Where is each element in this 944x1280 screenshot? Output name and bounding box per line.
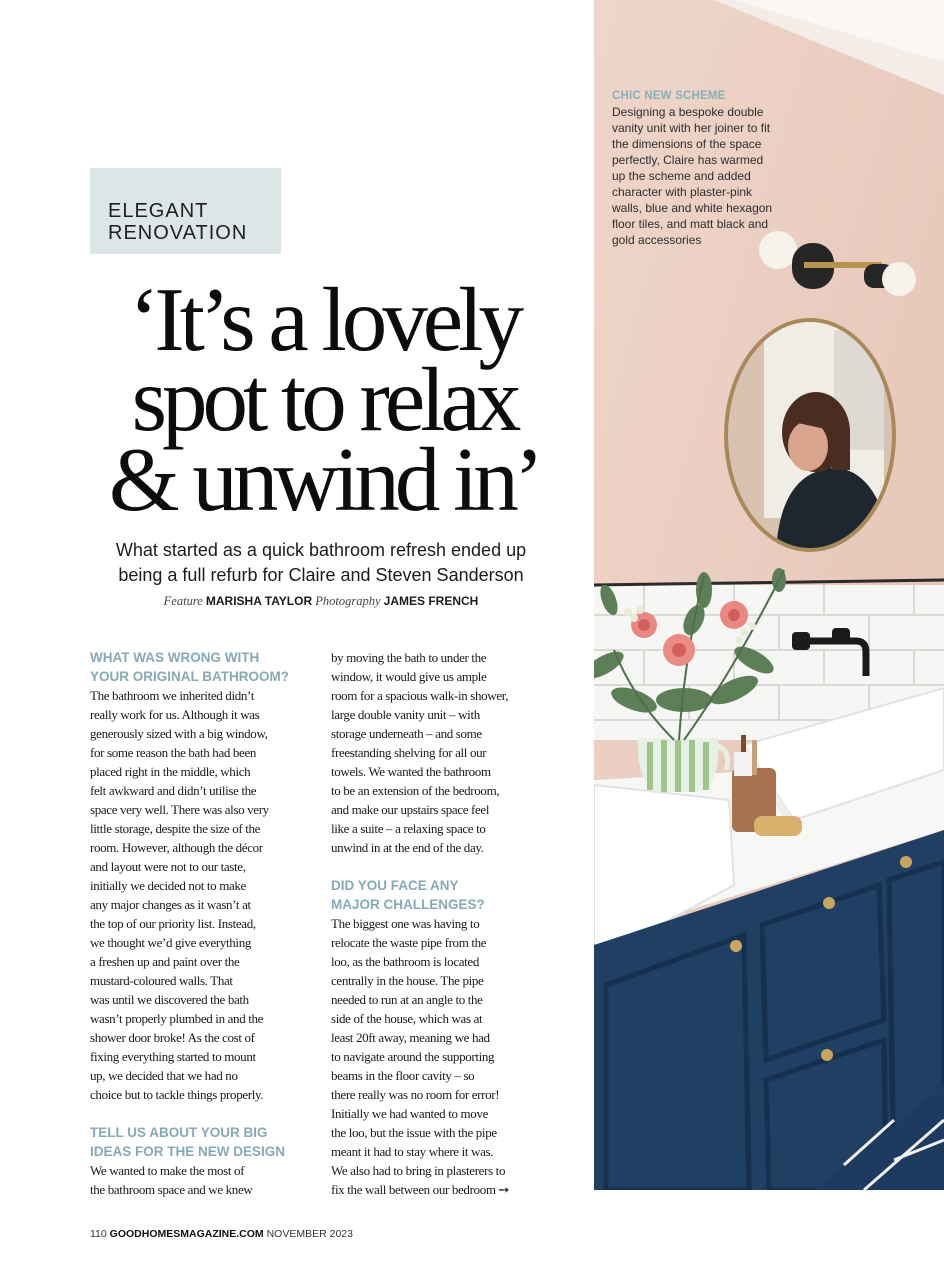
text-line: was until we discovered the bath (90, 992, 249, 1007)
text-line: really work for us. Although it was (90, 707, 260, 722)
text-line: choice but to tackle things properly. (90, 1087, 264, 1102)
question-2-line-1: TELL US ABOUT YOUR BIG (90, 1125, 268, 1140)
section-tag-text (108, 200, 247, 244)
text-line: generously sized with a big window, (90, 726, 268, 741)
text-line: loo, as the bathroom is located (331, 954, 480, 969)
text-line: window, it would give us ample (331, 669, 487, 684)
text-line: and make our upstairs space feel (331, 802, 490, 817)
text-line: Initially we had wanted to move (331, 1106, 489, 1121)
site-url: GOODHOMESMAGAZINE.COM (109, 1228, 264, 1240)
photography-label: Photography (315, 594, 381, 608)
text-line: placed right in the middle, which (90, 764, 251, 779)
text-line: least 20ft away, meaning we had (331, 1030, 490, 1045)
text-line: a freshen up and paint over the (90, 954, 240, 969)
text-line: fix the wall between our bedroom ➙ (331, 1182, 510, 1197)
text-line: any major changes as it wasn’t at (90, 897, 251, 912)
article-column-1 (90, 648, 310, 1199)
caption-title: CHIC NEW SCHEME (612, 90, 726, 102)
page-number: 110 (90, 1228, 107, 1240)
headline (94, 269, 554, 530)
standfirst (90, 538, 552, 588)
section-tag (90, 168, 281, 254)
headline-line-2: spot to relax (131, 349, 517, 450)
credits (90, 594, 552, 609)
text-line: room for a spacious walk-in shower, (331, 688, 509, 703)
standfirst-line-2: being a full refurb for Claire and Steven Sanderson (118, 565, 524, 585)
tag-line-1: ELEGANT (108, 200, 209, 222)
text-line: We also had to bring in plasterers to (331, 1163, 506, 1178)
question-1 (90, 648, 310, 686)
text-line: by moving the bath to under the (331, 650, 487, 665)
question-1-line-2: YOUR ORIGINAL BATHROOM? (90, 669, 289, 684)
text-line: mustard-coloured walls. That (90, 973, 233, 988)
text-line: space very well. There was also very (90, 802, 269, 817)
text-line: The biggest one was having to (331, 916, 480, 931)
headline-line-3: & unwind in’ (108, 429, 540, 530)
tag-line-2: RENOVATION (108, 222, 248, 244)
text-line: needed to run at an angle to the (331, 992, 483, 1007)
text-line: large double vanity unit – with (331, 707, 480, 722)
text-line: we thought we’d give everything (90, 935, 251, 950)
text-line: the loo, but the issue with the pipe (331, 1125, 497, 1140)
text-line: shower door broke! As the cost of (90, 1030, 255, 1045)
photo-caption (612, 90, 777, 248)
text-line: felt awkward and didn’t utilise the (90, 783, 257, 798)
question-2 (90, 1123, 310, 1161)
text-line: storage underneath – and some (331, 726, 482, 741)
text-line: towels. We wanted the bathroom (331, 764, 491, 779)
text-line: there really was no room for error! (331, 1087, 500, 1102)
answer-2-continued (331, 648, 551, 857)
question-1-line-1: WHAT WAS WRONG WITH (90, 650, 260, 665)
text-line: initially we decided not to make (90, 878, 246, 893)
text-line: side of the house, which was at (331, 1011, 483, 1026)
feature-name: MARISHA TAYLOR (205, 594, 313, 608)
standfirst-line-1: What started as a quick bathroom refresh ended up (115, 540, 527, 560)
text-line: We wanted to make the most of (90, 1163, 245, 1178)
headline-line-1: ‘It’s a lovely (129, 269, 519, 370)
text-line: for some reason the bath had been (90, 745, 257, 760)
question-3-line-1: DID YOU FACE ANY (331, 878, 459, 893)
text-line: beams in the floor cavity – so (331, 1068, 475, 1083)
text-line: centrally in the house. The pipe (331, 973, 484, 988)
article-column-2 (331, 648, 551, 1199)
text-line: meant it had to stay where it was. (331, 1144, 494, 1159)
caption-body: Designing a bespoke double vanity unit with her joiner to fit the dimensions of the space perfectly, Claire has warmed up the scheme and added character with plaster-pink walls, blue and white hexagon floor tiles, and matt black and gold accessories (612, 105, 773, 247)
text-line: up, we decided that we had no (90, 1068, 238, 1083)
question-3 (331, 876, 551, 914)
question-3-line-2: MAJOR CHALLENGES? (331, 897, 485, 912)
text-line: room. However, although the décor (90, 840, 263, 855)
text-line: relocate the waste pipe from the (331, 935, 487, 950)
text-line: the top of our priority list. Instead, (90, 916, 256, 931)
page-footer (90, 1228, 353, 1240)
nail-brush (754, 816, 802, 836)
text-line: to be an extension of the bedroom, (331, 783, 500, 798)
answer-1 (90, 686, 310, 1104)
text-line: the bathroom space and we knew (90, 1182, 253, 1197)
question-2-line-2: IDEAS FOR THE NEW DESIGN (90, 1144, 286, 1159)
text-line: freestanding shelving for all our (331, 745, 487, 760)
text-line: little storage, despite the size of the (90, 821, 261, 836)
text-line: wasn’t properly plumbed in and the (90, 1011, 264, 1026)
answer-2-start (90, 1161, 310, 1199)
text-line: to navigate around the supporting (331, 1049, 495, 1064)
text-line: like a suite – a relaxing space to (331, 821, 486, 836)
text-line: unwind in at the end of the day. (331, 840, 484, 855)
issue-date: NOVEMBER 2023 (266, 1228, 353, 1240)
text-line: The bathroom we inherited didn’t (90, 688, 255, 703)
text-line: and layout were not to our taste, (90, 859, 246, 874)
photography-name: JAMES FRENCH (383, 594, 479, 608)
feature-label: Feature (163, 594, 203, 608)
text-line: fixing everything started to mount (90, 1049, 256, 1064)
answer-3 (331, 914, 551, 1199)
